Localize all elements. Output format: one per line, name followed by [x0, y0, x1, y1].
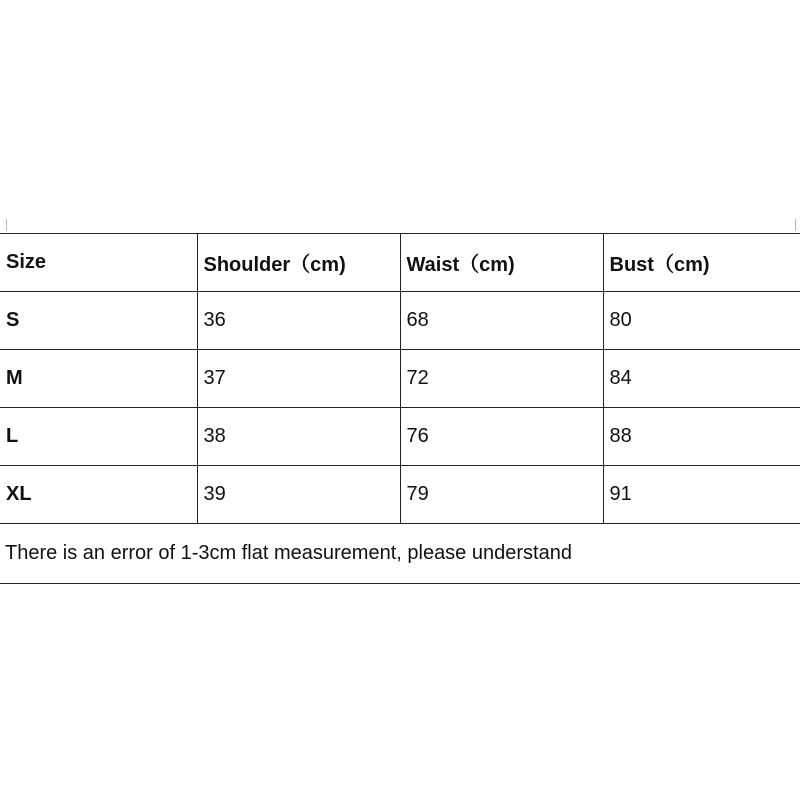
shoulder-value: 39	[197, 466, 400, 524]
table-header-row	[0, 234, 800, 292]
table-row	[0, 408, 800, 466]
table-row	[0, 292, 800, 350]
table-row	[0, 350, 800, 408]
waist-value: 68	[400, 292, 603, 350]
waist-value: 76	[400, 408, 603, 466]
bust-value: 80	[603, 292, 800, 350]
size-label: M	[0, 350, 197, 408]
header-size: Size	[0, 234, 197, 292]
header-waist: Waist（cm)	[400, 234, 603, 292]
size-chart-table	[0, 233, 800, 584]
page-corner-mark-right	[795, 219, 796, 231]
table-row	[0, 466, 800, 524]
bust-value: 84	[603, 350, 800, 408]
bust-value: 88	[603, 408, 800, 466]
waist-value: 72	[400, 350, 603, 408]
shoulder-value: 36	[197, 292, 400, 350]
size-label: L	[0, 408, 197, 466]
shoulder-value: 37	[197, 350, 400, 408]
header-bust: Bust（cm)	[603, 234, 800, 292]
note-row	[0, 524, 800, 584]
bust-value: 91	[603, 466, 800, 524]
waist-value: 79	[400, 466, 603, 524]
size-label: S	[0, 292, 197, 350]
measurement-note: There is an error of 1-3cm flat measurement, please understand	[0, 524, 800, 584]
size-label: XL	[0, 466, 197, 524]
page-corner-mark-left	[6, 219, 7, 231]
shoulder-value: 38	[197, 408, 400, 466]
header-shoulder: Shoulder（cm)	[197, 234, 400, 292]
